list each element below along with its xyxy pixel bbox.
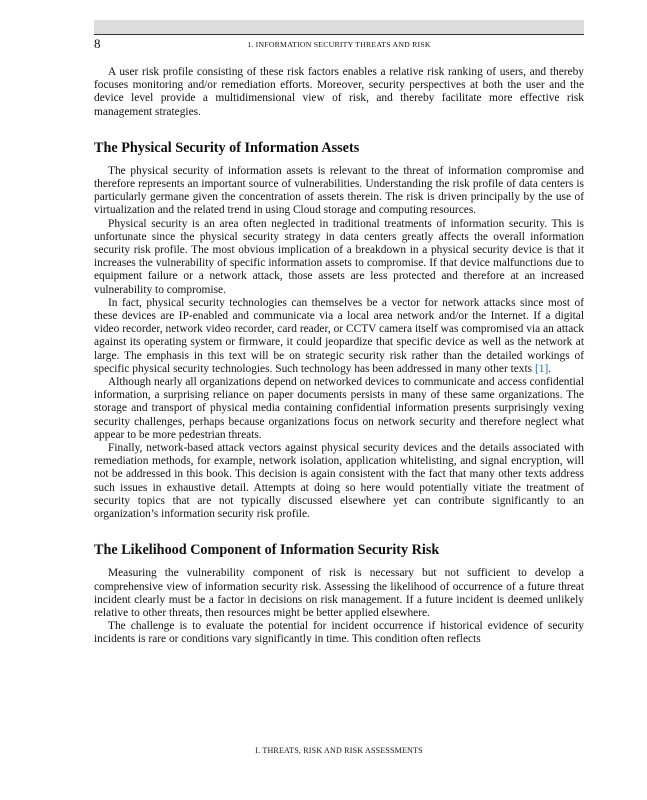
paragraph: Although nearly all organizations depend on networked devices to communicate and access confidential information, a surprising reliance on paper documents persists in many of these same organizations. The storage and transport of physical media containing confidential information presents surprisingly vexing security challenges, perhaps because organizations focus on network security and therefore neglect what appear to be more pedestrian threats. <box>94 376 584 441</box>
paragraph: The challenge is to evaluate the potential for incident occurrence if historical evidence of security incidents is rare or conditions vary significantly in time. This condition often reflects <box>94 620 584 646</box>
paragraph-with-citation <box>94 297 584 376</box>
header-bar <box>94 20 584 34</box>
page-number: 8 <box>94 36 101 51</box>
citation-link[interactable]: [1] <box>534 362 549 375</box>
section-title-physical-security: The Physical Security of Information Assets <box>94 139 360 156</box>
running-head: 1. INFORMATION SECURITY THREATS AND RISK <box>247 40 431 49</box>
paragraph: Measuring the vulnerability component of risk is necessary but not sufficient to develop a comprehensive view of information security risk. Assessing the likelihood of occurrence of a future threat incident clearly must be a factor in decisions on risk management. If a future incident is deemed unlikely relative to other threats, then resources might be better applied elsewhere. <box>94 567 584 619</box>
paragraph: The physical security of information assets is relevant to the threat of information compromise and therefore represents an important source of vulnerabilities. Understanding the risk profile of data centers is particularly germane given the concentration of assets therein. The risk is driven principally by the use of virtualization and the related trend in using Cloud storage and computing resources. <box>94 164 584 217</box>
header-rule <box>94 34 584 35</box>
page-content <box>94 66 584 647</box>
paragraph-end: . <box>548 362 552 375</box>
section-title-likelihood: The Likelihood Component of Information Security Risk <box>94 542 440 559</box>
paragraph-text: In fact, physical security technologies can themselves be a vector for network attacks since most of these devices are IP-enabled and communicate via a local area network and/or the Internet. If a digital video recorder, network video recorder, card reader, or CCTV camera itself was compromised via an attack against its operating system or firmware, it could jeopardize that specific device as well as the network at large. The emphasis in this text will be on strategic security risk rather than the detailed workings of specific physical security technologies. Such technology has been addressed in many other texts <box>94 296 584 375</box>
paragraph: Physical security is an area often neglected in traditional treatments of information security. This is unfortunate since the physical security strategy in data centers greatly affects the overall information security risk profile. The most obvious implication of a breakdown in a physical security device is that it increases the vulnerability of specific information assets to compromise. If that device malfunctions due to equipment failure or a network attack, those assets are less protected and therefore at an increased vulnerability to compromise. <box>94 217 584 296</box>
paragraph-intro: A user risk profile consisting of these risk factors enables a relative risk ranking of users, and thereby focuses monitoring and/or remediation efforts. Moreover, security perspectives at both the user and the device level provide a multidimensional view of risk, and thereby facilitate more effective risk management strategies. <box>94 66 584 118</box>
paragraph: Finally, network-based attack vectors against physical security devices and the details associated with remediation methods, for example, network isolation, application whitelisting, and signal encryption, will not be addressed in this book. This decision is again consistent with the fact that many other texts address such issues in exhaustive detail. Attempts at doing so here would potentially vitiate the treatment of security topics that are not typically discussed elsewhere yet can contribute significantly to an organization’s information security risk profile. <box>94 442 584 521</box>
page-footer: I. THREATS, RISK AND RISK ASSESSMENTS <box>255 746 423 755</box>
